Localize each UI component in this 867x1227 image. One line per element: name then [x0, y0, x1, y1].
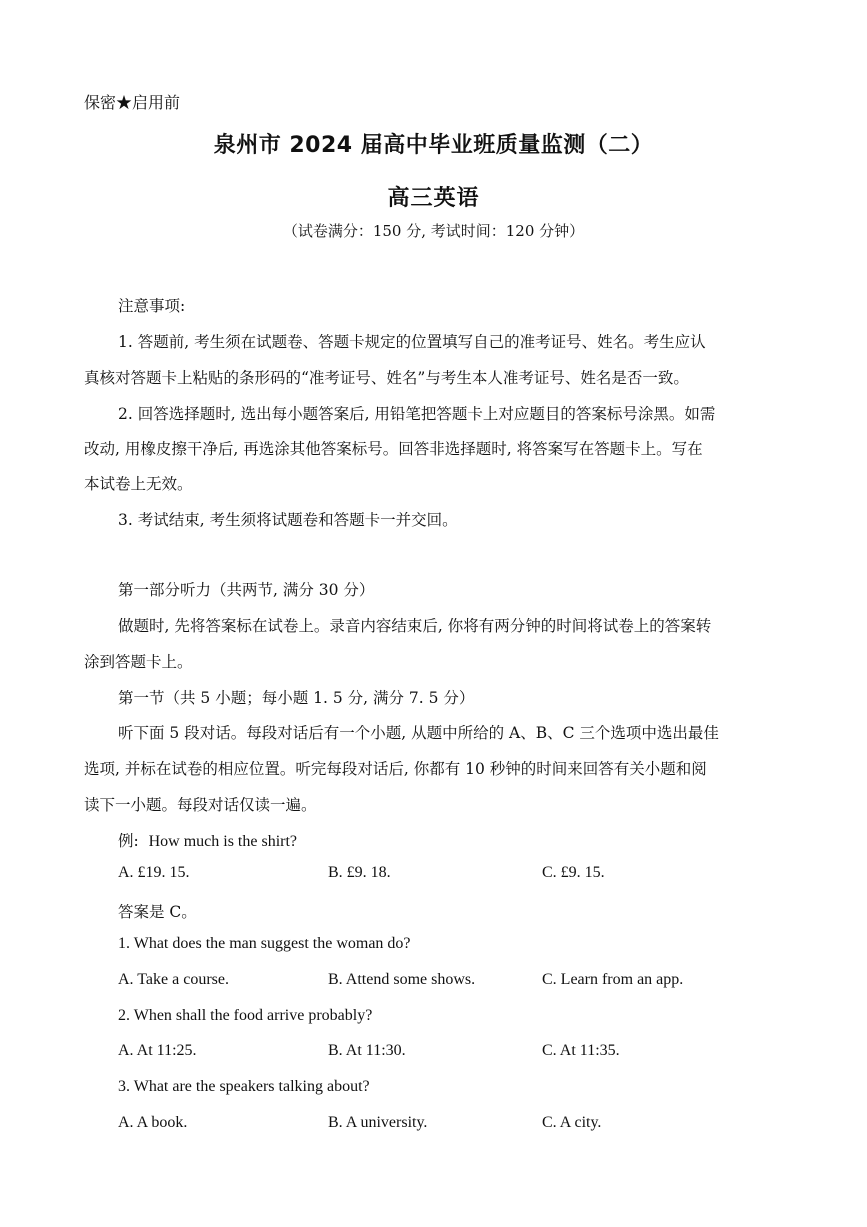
- question-2-option-c: C. At 11:35.: [542, 1042, 620, 1059]
- exam-title: 泉州市 2024 届高中毕业班质量监测（二）: [213, 133, 654, 158]
- notes-item-2-line-1: 2. 回答选择题时, 选出每小题答案后, 用铅笔把答题卡上对应题目的答案标号涂黑。如需: [118, 405, 716, 423]
- notes-item-2-line-3: 本试卷上无效。: [84, 475, 193, 493]
- question-3-option-a: A. A book.: [118, 1114, 188, 1131]
- question-3: 3. What are the speakers talking about?: [118, 1078, 370, 1095]
- part1-intro-line-1: 做题时, 先将答案标在试卷上。录音内容结束后, 你将有两分钟的时间将试卷上的答案转: [118, 617, 712, 635]
- directions-line-3: 读下一小题。每段对话仅读一遍。: [84, 796, 317, 814]
- directions-line-1: 听下面 5 段对话。每段对话后有一个小题, 从题中所给的 A、B、C 三个选项中选出最佳: [118, 724, 719, 742]
- example-question: How much is the shirt?: [148, 833, 298, 850]
- section1-heading: 第一节（共 5 小题；每小题 1. 5 分, 满分 7. 5 分）: [118, 689, 475, 707]
- question-2-option-a: A. At 11:25.: [118, 1042, 197, 1059]
- example-option-b: B. £9. 18.: [328, 864, 391, 881]
- part1-heading: 第一部分听力（共两节, 满分 30 分）: [118, 581, 375, 599]
- notes-item-2-line-2: 改动, 用橡皮擦干净后, 再选涂其他答案标号。回答非选择题时, 将答案写在答题卡上。写在: [84, 440, 703, 458]
- directions-line-2: 选项, 并标在试卷的相应位置。听完每段对话后, 你都有 10 秒钟的时间来回答有关小题和阅: [84, 760, 707, 778]
- question-2: 2. When shall the food arrive probably?: [118, 1007, 373, 1024]
- question-2-option-b: B. At 11:30.: [328, 1042, 406, 1059]
- question-3-option-b: B. A university.: [328, 1114, 428, 1131]
- example-answer: 答案是 C。: [118, 903, 197, 921]
- part1-intro-line-2: 涂到答题卡上。: [84, 653, 193, 671]
- example-option-c: C. £9. 15.: [542, 864, 605, 881]
- notes-heading: 注意事项:: [118, 297, 186, 315]
- question-1-option-c: C. Learn from an app.: [542, 971, 684, 988]
- question-3-option-c: C. A city.: [542, 1114, 602, 1131]
- confidential-label: 保密★启用前: [84, 93, 181, 112]
- question-1: 1. What does the man suggest the woman do?: [118, 935, 411, 952]
- exam-subject: 高三英语: [387, 186, 480, 211]
- notes-item-3: 3. 考试结束, 考生须将试题卷和答题卡一并交回。: [118, 511, 458, 529]
- notes-item-1-line-1: 1. 答题前, 考生须在试题卷、答题卡规定的位置填写自己的准考证号、姓名。考生应认: [118, 333, 706, 351]
- exam-meta: （试卷满分：150 分, 考试时间：120 分钟）: [282, 222, 585, 240]
- example-row: [118, 829, 297, 851]
- example-option-a: A. £19. 15.: [118, 864, 190, 881]
- question-1-option-b: B. Attend some shows.: [328, 971, 476, 988]
- question-1-option-a: A. Take a course.: [118, 971, 229, 988]
- example-label: 例:: [118, 832, 139, 850]
- notes-item-1-line-2: 真核对答题卡上粘贴的条形码的“准考证号、姓名”与考生本人准考证号、姓名是否一致。: [84, 369, 689, 387]
